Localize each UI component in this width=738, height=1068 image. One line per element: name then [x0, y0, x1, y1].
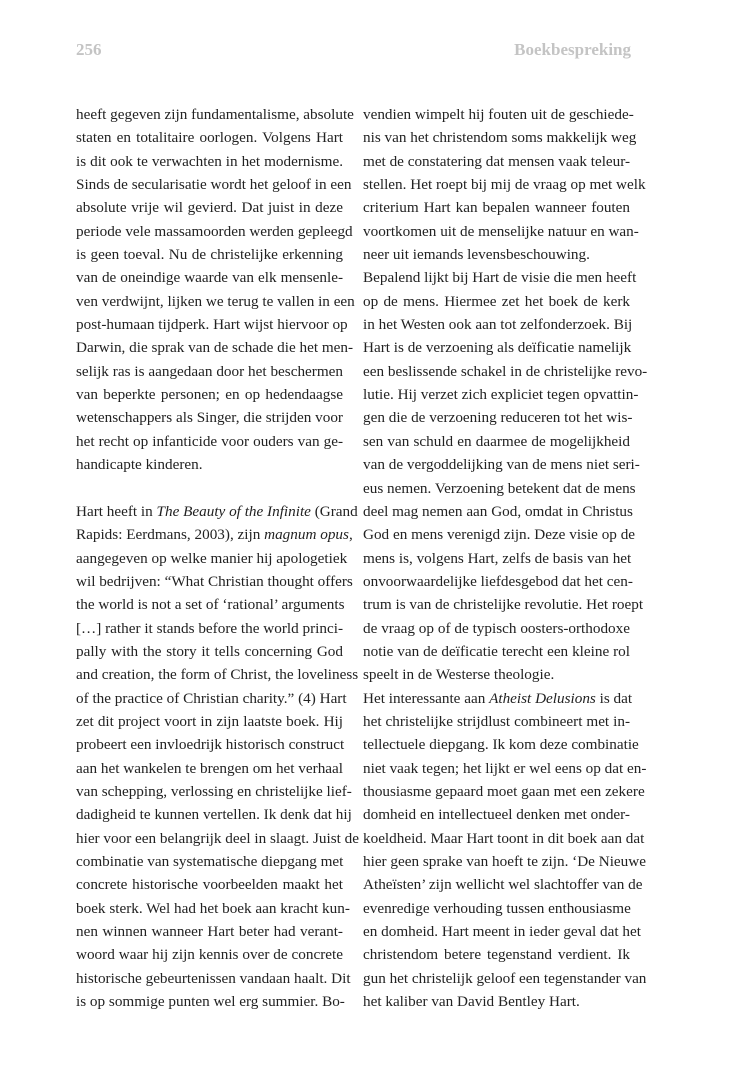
text-line	[76, 383, 343, 406]
text-run: gun het christelijk geloof een tegenstander van	[363, 969, 647, 987]
text-line	[76, 780, 352, 803]
text-run: stellen. Het roept bij mij de vraag op met welk	[363, 176, 646, 194]
text-line	[363, 383, 639, 406]
text-run: thousiasme gepaard moet gaan met een zekere	[363, 782, 645, 800]
text-run: is dit ook te verwachten in het modernisme.	[76, 152, 343, 170]
text-run: mens is, volgens Hart, zelfs de basis van het	[363, 549, 632, 567]
text-column-right	[363, 103, 648, 1013]
text-run: handicapte kinderen.	[76, 456, 203, 474]
text-line	[76, 547, 348, 570]
text-run: periode vele massamoorden werden gepleegd	[76, 222, 353, 240]
text-line	[363, 687, 633, 710]
text-run: […] rather it stands before the world princi-	[76, 619, 343, 637]
text-line	[363, 220, 639, 243]
text-run: hier geen sprake van hoeft te zijn. ‘De Nieuwe	[363, 853, 646, 870]
text-line	[363, 967, 647, 990]
text-run: ,	[348, 526, 353, 544]
text-run: aangegeven op welke manier hij apologetiek	[76, 549, 348, 567]
text-run: deel mag nemen aan God, omdat in Christus	[363, 502, 633, 520]
text-line	[363, 196, 630, 219]
text-run: Rapids: Eerdmans, 2003), zijn	[76, 526, 265, 544]
text-line	[363, 617, 630, 640]
text-run: nen winnen wanneer Hart beter had verant-	[76, 923, 343, 941]
text-run: historische gebeurtenissen vandaan haalt. Dit	[76, 969, 351, 987]
text-run: van de oneindige waarde van elk mensenle-	[76, 269, 343, 287]
text-line	[76, 150, 343, 173]
text-run: het christelijke strijdlust combineert met in-	[363, 712, 630, 730]
text-line	[76, 943, 343, 966]
text-run: Atheïsten’ zijn wellicht wel slachtoffer van de	[363, 876, 643, 894]
text-run: gen die de verzoening reduceren tot het wis-	[363, 409, 633, 427]
text-run: evenredige verhouding tussen enthousiasme	[363, 899, 631, 917]
text-line	[76, 967, 351, 990]
text-line	[76, 523, 353, 546]
text-run: Het interessante aan	[363, 689, 490, 707]
text-line	[363, 500, 633, 523]
text-run: wil bedrijven: “What Christian thought offers	[76, 572, 353, 590]
text-line	[363, 430, 630, 453]
text-run: voortkomen uit de menselijke natuur en wan-	[363, 222, 639, 240]
text-line	[76, 593, 343, 616]
text-line	[363, 523, 636, 546]
text-run: christendom betere tegenstand verdient. Ik	[363, 946, 630, 964]
text-run: is geen toeval. Nu de christelijke erkenning	[76, 246, 343, 264]
text-line	[76, 453, 343, 476]
text-run: ven verdwijnt, lijken we terug te vallen in een	[76, 292, 355, 310]
text-line	[76, 617, 343, 640]
text-line	[363, 640, 630, 663]
text-line	[76, 500, 358, 523]
text-run: koeldheid. Maar Hart toont in dit boek aan dat	[363, 829, 645, 847]
text-line	[76, 406, 343, 429]
text-line	[363, 710, 630, 733]
text-run: Sinds de secularisatie wordt het geloof in een	[76, 176, 352, 194]
text-run: eus nemen. Verzoening betekent dat de mens	[363, 479, 636, 497]
text-line	[76, 733, 343, 756]
text-run: het kaliber van David Bentley Hart.	[363, 993, 580, 1011]
text-run: aan het wankelen te brengen om het verhaal	[76, 759, 343, 777]
text-line	[76, 850, 343, 873]
text-line	[363, 406, 633, 429]
text-line	[76, 570, 353, 593]
text-line	[363, 733, 639, 756]
text-run: boek sterk. Wel had het boek aan kracht kun-	[76, 899, 350, 917]
text-run: staten en totalitaire oorlogen. Volgens Hart	[76, 129, 343, 147]
text-run: in het Westen ook aan tot zelfonderzoek. Bij	[363, 316, 633, 334]
text-line	[76, 266, 343, 289]
italic-title: magnum opus	[264, 526, 349, 544]
text-run: domheid en intellectueel denken met onder-	[363, 806, 630, 824]
text-line	[76, 173, 352, 196]
text-line	[363, 243, 630, 266]
text-run: selijk ras is aangedaan door het beschermen	[76, 362, 343, 380]
text-line	[363, 103, 634, 126]
text-run: vendien wimpelt hij fouten uit de geschiede-	[363, 106, 634, 123]
text-run: onvoorwaardelijke liefdesgebod dat het cen-	[363, 572, 633, 590]
text-run: Bepalend lijkt bij Hart de visie die men heeft	[363, 269, 637, 287]
text-run: and creation, the form of Christ, the loveliness	[76, 666, 359, 684]
text-line	[363, 313, 633, 336]
text-run: Hart heeft in	[76, 502, 157, 520]
text-line	[363, 757, 647, 780]
text-run: lutie. Hij verzet zich expliciet tegen opvattin-	[363, 386, 639, 404]
text-line	[363, 850, 646, 873]
text-line	[363, 827, 645, 850]
text-line	[363, 126, 637, 149]
text-run: op de mens. Hiermee zet het boek de kerk	[363, 292, 630, 310]
text-line	[363, 663, 630, 686]
text-line	[76, 360, 343, 383]
text-line	[363, 873, 643, 896]
text-line	[76, 920, 343, 943]
page-number: 256	[76, 40, 102, 59]
text-line	[76, 803, 352, 826]
text-run: Hart is de verzoening als deïficatie namelijk	[363, 339, 632, 357]
text-line	[363, 943, 630, 966]
italic-title: Atheist Delusions	[489, 689, 596, 707]
text-run: Darwin, die sprak van de schade die het men-	[76, 339, 354, 357]
text-line	[76, 126, 343, 149]
text-run: probeert een invloedrijk historisch construct	[76, 736, 345, 754]
text-line	[76, 336, 354, 359]
text-line	[76, 827, 359, 850]
text-line	[76, 640, 343, 663]
text-line	[363, 336, 630, 359]
text-line	[76, 663, 359, 686]
text-line	[363, 173, 646, 196]
text-line	[76, 430, 343, 453]
text-run: met de constatering dat mensen vaak teleur-	[363, 152, 631, 170]
text-run: absolute vrije wil gevierd. Dat juist in deze	[76, 199, 343, 217]
text-line	[363, 920, 641, 943]
text-run: pally with the story it tells concerning God	[76, 642, 343, 660]
text-line	[363, 453, 640, 476]
text-line	[76, 103, 354, 126]
text-run: tellectuele diepgang. Ik kom deze combinatie	[363, 736, 639, 754]
text-line	[363, 290, 630, 313]
text-run: niet vaak tegen; het lijkt er wel eens op dat en-	[363, 759, 647, 777]
text-line	[363, 780, 645, 803]
text-run: concrete historische voorbeelden maakt het	[76, 876, 343, 894]
text-line	[363, 803, 630, 826]
text-line	[76, 873, 343, 896]
text-run: van de vergoddelijking van de mens niet seri-	[363, 456, 640, 474]
text-run: dadigheid te kunnen vertellen. Ik denk dat hij	[76, 806, 352, 824]
text-line	[363, 990, 630, 1013]
text-run: speelt in de Westerse theologie.	[363, 666, 555, 684]
text-line	[76, 196, 343, 219]
text-run: notie van de deïficatie terecht een kleine rol	[363, 642, 630, 660]
text-line	[363, 570, 633, 593]
text-run: een beslissende schakel in de christelijke revo-	[363, 362, 648, 380]
text-run: trum is van de christelijke revolutie. Het roept	[363, 596, 644, 614]
text-line	[76, 290, 355, 313]
text-run: of the practice of Christian charity.” (4) Hart	[76, 689, 347, 707]
text-line	[76, 243, 343, 266]
text-line	[363, 547, 630, 570]
italic-title: The Beauty of the Infinite	[156, 502, 311, 520]
text-line	[363, 150, 630, 173]
text-line	[76, 757, 343, 780]
text-run: de vraag op of de typisch oosters-orthodoxe	[363, 619, 630, 637]
text-run: en domheid. Hart meent in ieder geval dat het	[363, 923, 641, 941]
text-line	[76, 220, 353, 243]
text-run: hier voor een belangrijk deel in slaagt. Juist de	[76, 829, 359, 847]
text-run: van schepping, verlossing en christelijke lief-	[76, 782, 352, 800]
text-line	[363, 266, 637, 289]
text-run: combinatie van systematische diepgang met	[76, 853, 344, 870]
text-run: woord waar hij zijn kennis over de concrete	[76, 946, 343, 964]
text-run: criterium Hart kan bepalen wanneer fouten	[363, 199, 630, 217]
running-title: Boekbespreking	[514, 40, 631, 59]
paragraph-gap	[76, 477, 343, 500]
text-run: God en mens verenigd zijn. Deze visie op de	[363, 526, 636, 544]
text-run: the world is not a set of ‘rational’ arguments	[76, 596, 345, 614]
text-line	[76, 710, 343, 733]
text-line	[76, 313, 348, 336]
text-run: van beperkte personen; en op hedendaagse	[76, 386, 343, 404]
text-line	[76, 990, 343, 1013]
text-run: is dat	[595, 689, 633, 707]
text-line	[363, 593, 644, 616]
text-run: zet dit project voort in zijn laatste boek. Hij	[76, 712, 343, 730]
text-run: heeft gegeven zijn fundamentalisme, absolute	[76, 106, 354, 123]
text-run: is op sommige punten wel erg summier. Bo-	[76, 993, 345, 1011]
text-run: post-humaan tijdperk. Hart wijst hiervoor op	[76, 316, 348, 334]
text-run: neer uit iemands levensbeschouwing.	[363, 246, 590, 264]
text-line	[363, 360, 648, 383]
text-line	[76, 687, 347, 710]
text-line	[363, 897, 630, 920]
text-run: (Grand	[310, 502, 358, 520]
text-run: het recht op infanticide voor ouders van ge-	[76, 432, 343, 450]
text-line	[76, 897, 350, 920]
text-line	[363, 477, 636, 500]
text-run: sen van schuld en daarmee de mogelijkheid	[363, 432, 630, 450]
text-column-left	[76, 103, 359, 1013]
text-run: nis van het christendom soms makkelijk weg	[363, 129, 637, 147]
text-run: wetenschappers als Singer, die strijden voor	[76, 409, 343, 427]
